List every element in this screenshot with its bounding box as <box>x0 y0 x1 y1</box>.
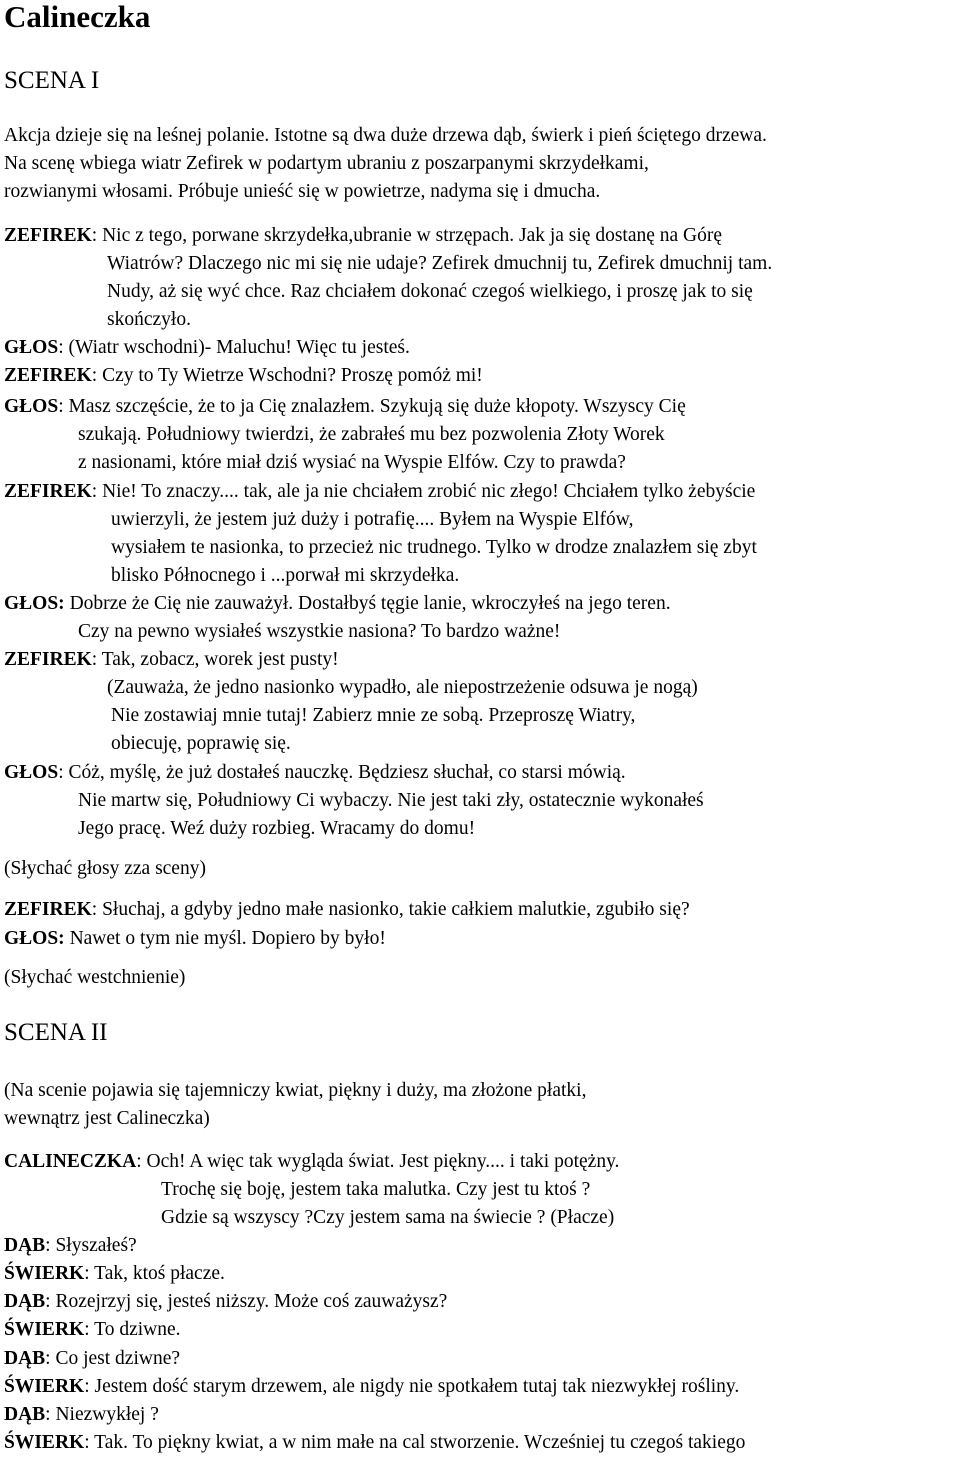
stage-direction: Akcja dzieje się na leśnej polanie. Istotne są dwa duże drzewa dąb, świerk i pień ściętego drzewa. <box>4 125 767 146</box>
dialogue-text: : Słyszałeś? <box>45 1235 137 1256</box>
dialogue-text: : (Wiatr wschodni)- Maluchu! Więc tu jesteś. <box>58 337 410 358</box>
dialogue-text: : Słuchaj, a gdyby jedno małe nasionko, takie całkiem malutkie, zgubiło się? <box>91 899 690 920</box>
speaker-name: ZEFIREK <box>4 899 92 920</box>
dialogue-line <box>4 1292 447 1312</box>
stage-direction: (Słychać westchnienie) <box>4 967 186 988</box>
dialogue-line <box>4 1236 137 1256</box>
speaker-name: GŁOS: <box>4 593 65 614</box>
dialogue-text: : Tak. To piękny kwiat, a w nim małe na cal stworzenie. Wcześniej tu czegoś takiego <box>84 1432 746 1453</box>
speaker-name: ZEFIREK <box>4 649 92 670</box>
dialogue-text: : Jestem dość starym drzewem, ale nigdy nie spotkałem tutaj tak niezwykłej rośliny. <box>84 1376 740 1397</box>
speaker-name: GŁOS <box>4 762 59 783</box>
dialogue-line <box>4 482 755 502</box>
dialogue-text: : Nic z tego, porwane skrzydełka,ubranie w strzępach. Jak ja się dostanę na Górę <box>91 225 723 246</box>
scene-1-heading: SCENA I <box>4 67 100 94</box>
dialogue-line <box>4 1152 619 1172</box>
stage-direction: (Zauważa, że jedno nasionko wypadło, ale niepostrzeżenie odsuwa je nogą) <box>107 677 698 698</box>
scene-2-heading: SCENA II <box>4 1019 108 1046</box>
dialogue-line <box>4 1433 745 1453</box>
dialogue-line <box>4 650 339 670</box>
dialogue-text: : Co jest dziwne? <box>45 1348 181 1369</box>
speaker-name: ZEFIREK <box>4 225 92 246</box>
dialogue-line <box>4 397 686 417</box>
dialogue-line <box>4 226 722 246</box>
dialogue-continuation: obiecuję, poprawię się. <box>111 733 291 754</box>
stage-direction: (Na scenie pojawia się tajemniczy kwiat, piękny i duży, ma złożone płatki, <box>4 1080 587 1101</box>
dialogue-continuation: z nasionami, które miał dziś wysiać na Wyspie Elfów. Czy to prawda? <box>78 452 626 473</box>
dialogue-continuation: Nudy, aż się wyć chce. Raz chciałem dokonać czegoś wielkiego, i proszę jak to się <box>107 281 753 302</box>
speaker-name: GŁOS: <box>4 928 65 949</box>
stage-direction: (Słychać głosy zza sceny) <box>4 858 206 879</box>
dialogue-continuation: wysiałem te nasionka, to przecież nic trudnego. Tylko w drodze znalazłem się zbyt <box>111 537 757 558</box>
dialogue-line <box>4 366 483 386</box>
speaker-name: DĄB <box>4 1235 46 1256</box>
dialogue-text: Dobrze że Cię nie zauważył. Dostałbyś tęgie lanie, wkroczyłeś na jego teren. <box>64 593 671 614</box>
dialogue-text: : Tak, zobacz, worek jest pusty! <box>91 649 339 670</box>
dialogue-continuation: szukają. Południowy twierdzi, że zabrałeś mu bez pozwolenia Złoty Worek <box>78 424 665 445</box>
dialogue-text: : Masz szczęście, że to ja Cię znalazłem. Szykują się duże kłopoty. Wszyscy Cię <box>58 396 686 417</box>
stage-direction: wewnątrz jest Calineczka) <box>4 1108 210 1129</box>
dialogue-text: : Rozejrzyj się, jesteś niższy. Może coś zauważysz? <box>45 1291 448 1312</box>
dialogue-text: : Nie! To znaczy.... tak, ale ja nie chciałem zrobić nic złego! Chciałem tylko żebyście <box>91 481 756 502</box>
dialogue-line <box>4 1349 180 1369</box>
speaker-name: ŚWIERK <box>4 1432 85 1453</box>
dialogue-continuation: Jego pracę. Weź duży rozbieg. Wracamy do domu! <box>78 818 476 839</box>
dialogue-text: : Czy to Ty Wietrze Wschodni? Proszę pomóż mi! <box>91 365 483 386</box>
dialogue-continuation: blisko Północnego i ...porwał mi skrzydełka. <box>111 565 460 586</box>
dialogue-continuation: Nie zostawiaj mnie tutaj! Zabierz mnie ze sobą. Przeproszę Wiatry, <box>111 705 636 726</box>
speaker-name: ZEFIREK <box>4 481 92 502</box>
dialogue-line <box>4 1264 225 1284</box>
document-title: Calineczka <box>4 0 151 34</box>
stage-direction: rozwianymi włosami. Próbuje unieść się w powietrze, nadyma się i dmucha. <box>4 181 601 202</box>
dialogue-line <box>4 1377 739 1397</box>
dialogue-text: : To dziwne. <box>84 1319 181 1340</box>
dialogue-continuation: Czy na pewno wysiałeś wszystkie nasiona? To bardzo ważne! <box>78 621 561 642</box>
dialogue-continuation: Trochę się boję, jestem taka malutka. Czy jest tu ktoś ? <box>161 1179 591 1200</box>
speaker-name: DĄB <box>4 1291 46 1312</box>
dialogue-text: : Tak, ktoś płacze. <box>84 1263 225 1284</box>
dialogue-line <box>4 594 671 614</box>
dialogue-line <box>4 763 626 783</box>
dialogue-line <box>4 929 386 949</box>
dialogue-text: : Och! A więc tak wygląda świat. Jest piękny.... i taki potężny. <box>136 1151 620 1172</box>
dialogue-continuation: Nie martw się, Południowy Ci wybaczy. Nie jest taki zły, ostatecznie wykonałeś <box>78 790 704 811</box>
speaker-name: ŚWIERK <box>4 1263 85 1284</box>
speaker-name: GŁOS <box>4 396 59 417</box>
dialogue-line <box>4 1320 181 1340</box>
speaker-name: CALINECZKA <box>4 1151 137 1172</box>
dialogue-continuation: Gdzie są wszyscy ?Czy jestem sama na świecie ? (Płacze) <box>161 1207 615 1228</box>
dialogue-text: : Cóż, myślę, że już dostałeś nauczkę. Będziesz słuchał, co starsi mówią. <box>58 762 626 783</box>
dialogue-text: Nawet o tym nie myśl. Dopiero by było! <box>64 928 386 949</box>
dialogue-line <box>4 900 690 920</box>
dialogue-line <box>4 1405 159 1425</box>
speaker-name: ZEFIREK <box>4 365 92 386</box>
stage-direction: Na scenę wbiega wiatr Zefirek w podartym ubraniu z poszarpanymi skrzydełkami, <box>4 153 649 174</box>
dialogue-text: : Niezwykłej ? <box>45 1404 159 1425</box>
dialogue-continuation: Wiatrów? Dlaczego nic mi się nie udaje? Zefirek dmuchnij tu, Zefirek dmuchnij tam. <box>107 253 773 274</box>
speaker-name: DĄB <box>4 1348 46 1369</box>
speaker-name: ŚWIERK <box>4 1319 85 1340</box>
dialogue-continuation: uwierzyli, że jestem już duży i potrafię.... Byłem na Wyspie Elfów, <box>111 509 634 530</box>
speaker-name: GŁOS <box>4 337 59 358</box>
speaker-name: ŚWIERK <box>4 1376 85 1397</box>
dialogue-continuation: skończyło. <box>107 309 191 330</box>
dialogue-line <box>4 338 410 358</box>
speaker-name: DĄB <box>4 1404 46 1425</box>
